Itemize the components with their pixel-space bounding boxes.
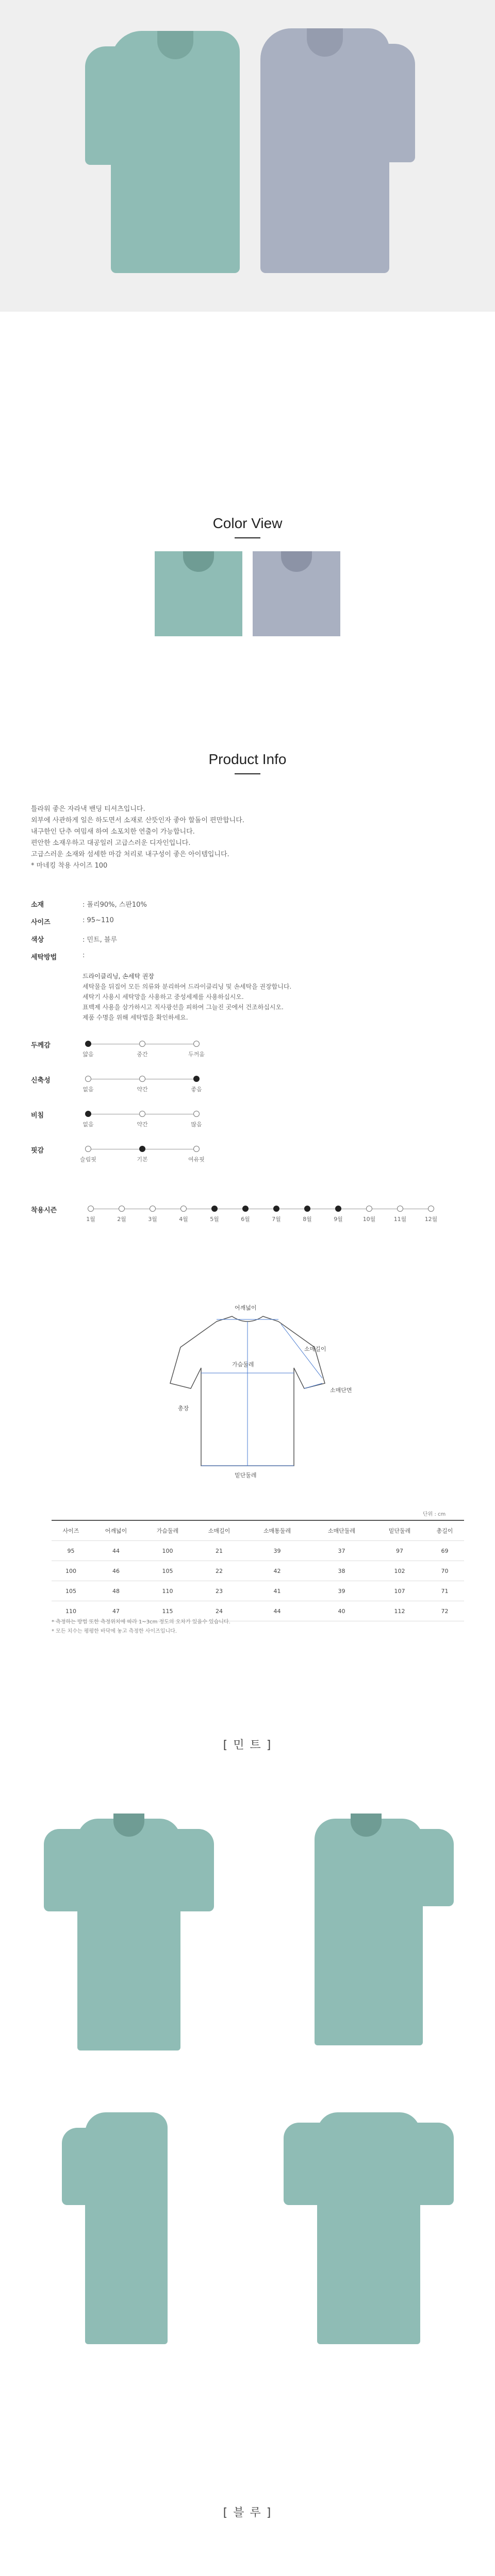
size-table-cell: 42 [245,1561,309,1581]
attribute-option-dot [139,1041,145,1047]
mint-shirt-sleeve-left [85,46,126,165]
attribute-option-label: 없음 [82,1086,94,1093]
attribute-option-label: 슬림핏 [80,1156,96,1163]
attribute-option-label: 얇음 [82,1051,94,1058]
size-table-row [52,1581,464,1601]
attribute-option-label: 많음 [191,1121,202,1128]
attribute-label: 핏감 [31,1147,44,1155]
color-swatch-grey [253,551,340,636]
attribute-option-dot [193,1146,200,1152]
attribute-option-dot [85,1111,91,1117]
size-table-cell: 110 [142,1581,193,1601]
size-table-header-cell: 소매통둘레 [245,1520,309,1541]
diagram-label-hem: 밑단둘레 [235,1472,257,1479]
size-diagram [129,1301,366,1486]
diagram-label-sleeve-width: 소매단면 [330,1387,352,1394]
size-table-cell: 100 [142,1541,193,1561]
mint-section-title: [ 민 트 ] [223,1739,272,1752]
size-table-header-cell: 밑단둘레 [374,1520,425,1541]
season-month-label: 6월 [241,1216,250,1223]
size-table-cell: 24 [193,1601,245,1621]
size-table-cell: 44 [90,1541,142,1561]
description-line-2: 외부에 사관하게 일은 하도면서 소재로 산뜻인자 좋아 할돌이 편만합니다. [31,817,244,824]
color-swatch-mint [155,551,242,636]
season-month-label: 3월 [148,1216,157,1223]
size-table-cell: 48 [90,1581,142,1601]
blue-section-title: [ 블 루 ] [223,2506,272,2519]
season-month-label: 8월 [303,1216,312,1223]
hero-product-photo [0,0,495,312]
attribute-option-dot [85,1076,91,1082]
size-table-cell: 105 [52,1581,90,1601]
diagram-label-sleeve: 소매길이 [304,1346,326,1352]
size-table-cell: 71 [425,1581,464,1601]
size-table-cell: 70 [425,1561,464,1581]
season-month-dot [273,1206,279,1212]
size-table [52,1520,464,1621]
size-table-cell: 22 [193,1561,245,1581]
description-line-6: * 마네킹 착용 사이즈 100 [31,862,108,870]
size-table-cell: 105 [142,1561,193,1581]
attribute-option-label: 약간 [137,1121,148,1128]
grey-shirt-sleeve-right [374,44,415,162]
description-line-5: 고급스러운 소재와 섬세한 마감 처리로 내구성이 좋은 아이템입니다. [31,851,229,858]
mint-front-sleeve-left [44,1829,90,1911]
attribute-option-dot [85,1146,91,1152]
size-table-cell: 100 [52,1561,90,1581]
season-month-label: 2월 [117,1216,126,1223]
size-table-cell: 41 [245,1581,309,1601]
attribute-option-label: 중간 [137,1051,148,1058]
diagram-label-shoulder: 어깨넓이 [235,1304,257,1311]
care-line-2: 세탁물을 뒤집어 모든 의류와 분리하여 드라이클리닝 및 손세탁을 권장합니다. [82,983,292,990]
size-table-header-cell: 가슴둘레 [142,1520,193,1541]
spec-label-color: 색상 [31,936,44,944]
season-month-label: 12월 [424,1216,438,1223]
size-table-cell: 44 [245,1601,309,1621]
size-table-cell: 110 [52,1601,90,1621]
attribute-option-dot [193,1111,200,1117]
season-month-dot [150,1206,156,1212]
attribute-option-dot [193,1041,200,1047]
care-line-4: 표백제 사용을 삼가하시고 직사광선을 피하여 그늘진 곳에서 건조하십시오. [82,1004,284,1011]
size-table-header-cell: 소매단둘레 [309,1520,374,1541]
size-table-cell: 72 [425,1601,464,1621]
mint-side-photo [15,2081,237,2370]
color-view-title: Color View [212,515,283,531]
size-table-cell: 107 [374,1581,425,1601]
attribute-option-dot [139,1111,145,1117]
spec-label-wash: 세탁방법 [31,954,57,961]
season-month-dot [366,1206,372,1212]
diagram-label-total: 총장 [178,1405,189,1412]
attribute-option-label: 두꺼움 [188,1051,205,1058]
size-table-header-row [52,1520,464,1541]
mint-back-sleeve-left [284,2123,330,2205]
mint-shirt-image [111,31,240,273]
care-instructions [82,971,464,1023]
mint-front-body [77,1819,180,2050]
season-month-label: 11월 [393,1216,407,1223]
spec-label-material: 소재 [31,901,44,909]
mint-front-sleeve-right [168,1829,214,1911]
size-table-cell: 23 [193,1581,245,1601]
season-month-label: 1월 [86,1216,95,1223]
attribute-label: 비침 [31,1112,44,1120]
size-table-cell: 102 [374,1561,425,1581]
description-line-3: 내구한인 단추 여밈새 하여 소포치한 연출이 가능합니다. [31,828,195,836]
attribute-label: 신축성 [31,1077,51,1084]
diagram-label-chest: 가슴둘레 [232,1361,254,1368]
spec-label-size: 사이즈 [31,919,51,926]
size-table-header-cell: 어깨넓이 [90,1520,142,1541]
size-table-cell: 47 [90,1601,142,1621]
season-month-label: 4월 [179,1216,188,1223]
product-description [31,804,464,872]
size-note-2: * 모든 치수는 평평한 바닥에 놓고 측정한 사이즈입니다. [52,1629,177,1634]
spec-value-size: : 95~110 [82,917,114,924]
description-line-1: 틀라워 좋은 자라낵 밴딩 티셔츠입니다. [31,805,145,813]
product-info-underline [235,773,260,774]
size-table-cell: 95 [52,1541,90,1561]
attribute-option-label: 없음 [82,1121,94,1128]
attribute-label: 두께감 [31,1042,51,1049]
attribute-option-dot [139,1076,145,1082]
size-table-unit: 단위 : cm [423,1512,446,1517]
season-month-dot [88,1206,94,1212]
size-table-header-cell: 총길이 [425,1520,464,1541]
attribute-option-dot [139,1146,145,1152]
season-month-dot [180,1206,187,1212]
mint-back-photo [258,2081,480,2370]
season-month-dot [397,1206,403,1212]
mint-side-front-sleeve [412,1829,454,1906]
size-table-header-cell: 사이즈 [52,1520,90,1541]
mint-side-front-body [315,1819,423,2045]
attribute-option-label: 기본 [137,1156,148,1163]
attribute-option-label: 여유핏 [188,1156,205,1163]
size-table-cell: 37 [309,1541,374,1561]
size-table-cell: 21 [193,1541,245,1561]
description-line-4: 편안한 소재우하고 대공일러 고급스러운 디자인입니다. [31,839,191,847]
mint-side-sleeve [62,2128,103,2205]
size-table-cell: 39 [245,1541,309,1561]
season-month-dot [428,1206,434,1212]
mint-front-photo [15,1788,237,2076]
season-month-label: 9월 [334,1216,343,1223]
size-table-row [52,1541,464,1561]
spec-value-material: : 폴리90%, 스판10% [82,901,147,909]
product-info-title: Product Info [208,751,287,767]
size-table-cell: 39 [309,1581,374,1601]
size-table-row [52,1561,464,1581]
season-month-dot [119,1206,125,1212]
season-month-dot [335,1206,341,1212]
season-month-label: 5월 [210,1216,219,1223]
season-label: 착용시즌 [31,1207,57,1214]
size-table-cell: 38 [309,1561,374,1581]
spec-value-wash: : [82,952,85,959]
season-month-label: 10월 [362,1216,376,1223]
care-line-1: 드라이클리닝, 손세탁 권장 [82,973,154,980]
spec-value-color: : 민트, 블루 [82,936,118,944]
size-table-header-cell: 소매길이 [193,1520,245,1541]
size-table-notes [52,1618,230,1636]
attribute-option-label: 좋음 [191,1086,202,1093]
size-table-cell: 115 [142,1601,193,1621]
attribute-option-dot [193,1076,200,1082]
season-month-dot [304,1206,310,1212]
care-line-3: 세탁기 사용시 세탁망을 사용하고 중성세제를 사용하십시오. [82,993,244,1001]
attribute-option-dot [85,1041,91,1047]
attribute-option-label: 약간 [137,1086,148,1093]
grey-shirt-image [260,28,389,273]
season-month-dot [211,1206,218,1212]
size-table-cell: 46 [90,1561,142,1581]
season-month-dot [242,1206,249,1212]
size-note-1: * 측정하는 방법 또한 측정위치에 따라 1~3cm 정도의 오차가 있을수 있습니다. [52,1619,230,1625]
size-table-cell: 40 [309,1601,374,1621]
size-table-cell: 112 [374,1601,425,1621]
color-view-underline [235,537,260,538]
mint-side-front-photo [258,1788,480,2076]
size-table-cell: 97 [374,1541,425,1561]
mint-back-sleeve-right [407,2123,454,2205]
size-table-cell: 69 [425,1541,464,1561]
care-line-5: 제품 수명을 위해 세탁법을 확인하세요. [82,1014,188,1021]
season-month-label: 7월 [272,1216,281,1223]
mint-back-body [317,2112,420,2344]
